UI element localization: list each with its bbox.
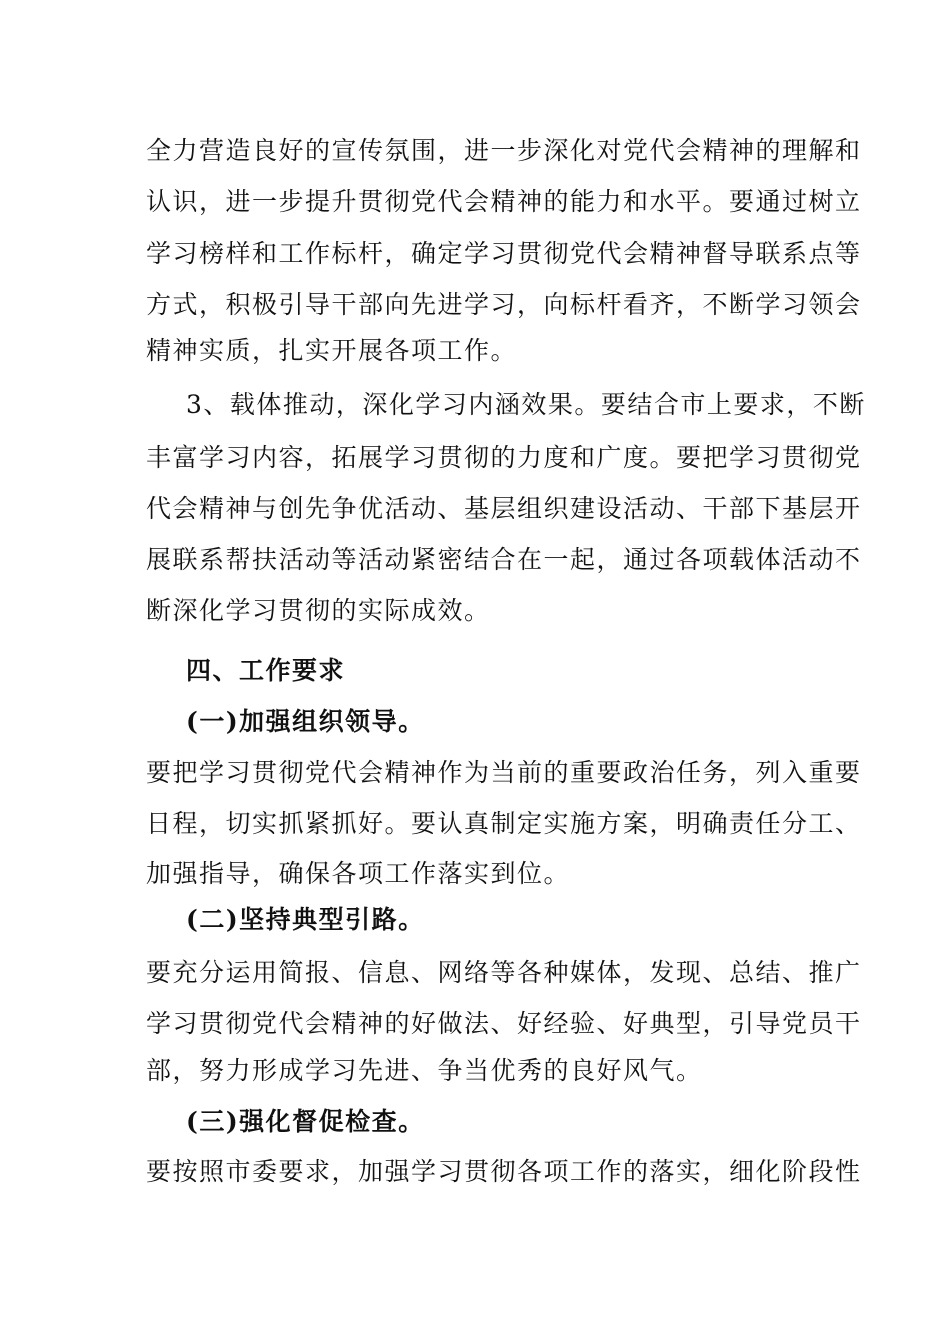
paragraph-line: 认识，进一步提升贯彻党代会精神的能力和水平。要通过树立	[146, 187, 862, 216]
paragraph-line: 全力营造良好的宣传氛围，进一步深化对党代会精神的理解和	[146, 136, 862, 165]
paragraph-line: 要按照市委要求，加强学习贯彻各项工作的落实，细化阶段性	[146, 1157, 862, 1186]
paragraph-line: 展联系帮扶活动等活动紧密结合在一起，通过各项载体活动不	[146, 545, 862, 574]
paragraph-line: 学习贯彻党代会精神的好做法、好经验、好典型，引导党员干	[146, 1009, 862, 1038]
paragraph-line: 3、载体推动，深化学习内涵效果。要结合市上要求，不断	[186, 390, 866, 419]
subsection-heading: (一)加强组织领导。	[186, 707, 425, 736]
paragraph-line: 要把学习贯彻党代会精神作为当前的重要政治任务，列入重要	[146, 758, 862, 787]
paragraph-line: 要充分运用简报、信息、网络等各种媒体，发现、总结、推广	[146, 958, 862, 987]
paragraph-line: 加强指导，确保各项工作落实到位。	[146, 859, 571, 888]
paragraph-line: 日程，切实抓紧抓好。要认真制定实施方案，明确责任分工、	[146, 809, 862, 838]
section-heading: 四、工作要求	[186, 656, 346, 685]
paragraph-line: 精神实质，扎实开展各项工作。	[146, 336, 518, 365]
paragraph-line: 断深化学习贯彻的实际成效。	[146, 596, 491, 625]
paragraph-line: 学习榜样和工作标杆，确定学习贯彻党代会精神督导联系点等	[146, 239, 862, 268]
subsection-heading: (二)坚持典型引路。	[186, 905, 425, 934]
subsection-heading: (三)强化督促检查。	[186, 1107, 425, 1136]
paragraph-line: 部，努力形成学习先进、争当优秀的良好风气。	[146, 1056, 703, 1085]
paragraph-line: 方式，积极引导干部向先进学习，向标杆看齐，不断学习领会	[146, 290, 862, 319]
paragraph-line: 代会精神与创先争优活动、基层组织建设活动、干部下基层开	[146, 494, 862, 523]
paragraph-line: 丰富学习内容，拓展学习贯彻的力度和广度。要把学习贯彻党	[146, 443, 862, 472]
